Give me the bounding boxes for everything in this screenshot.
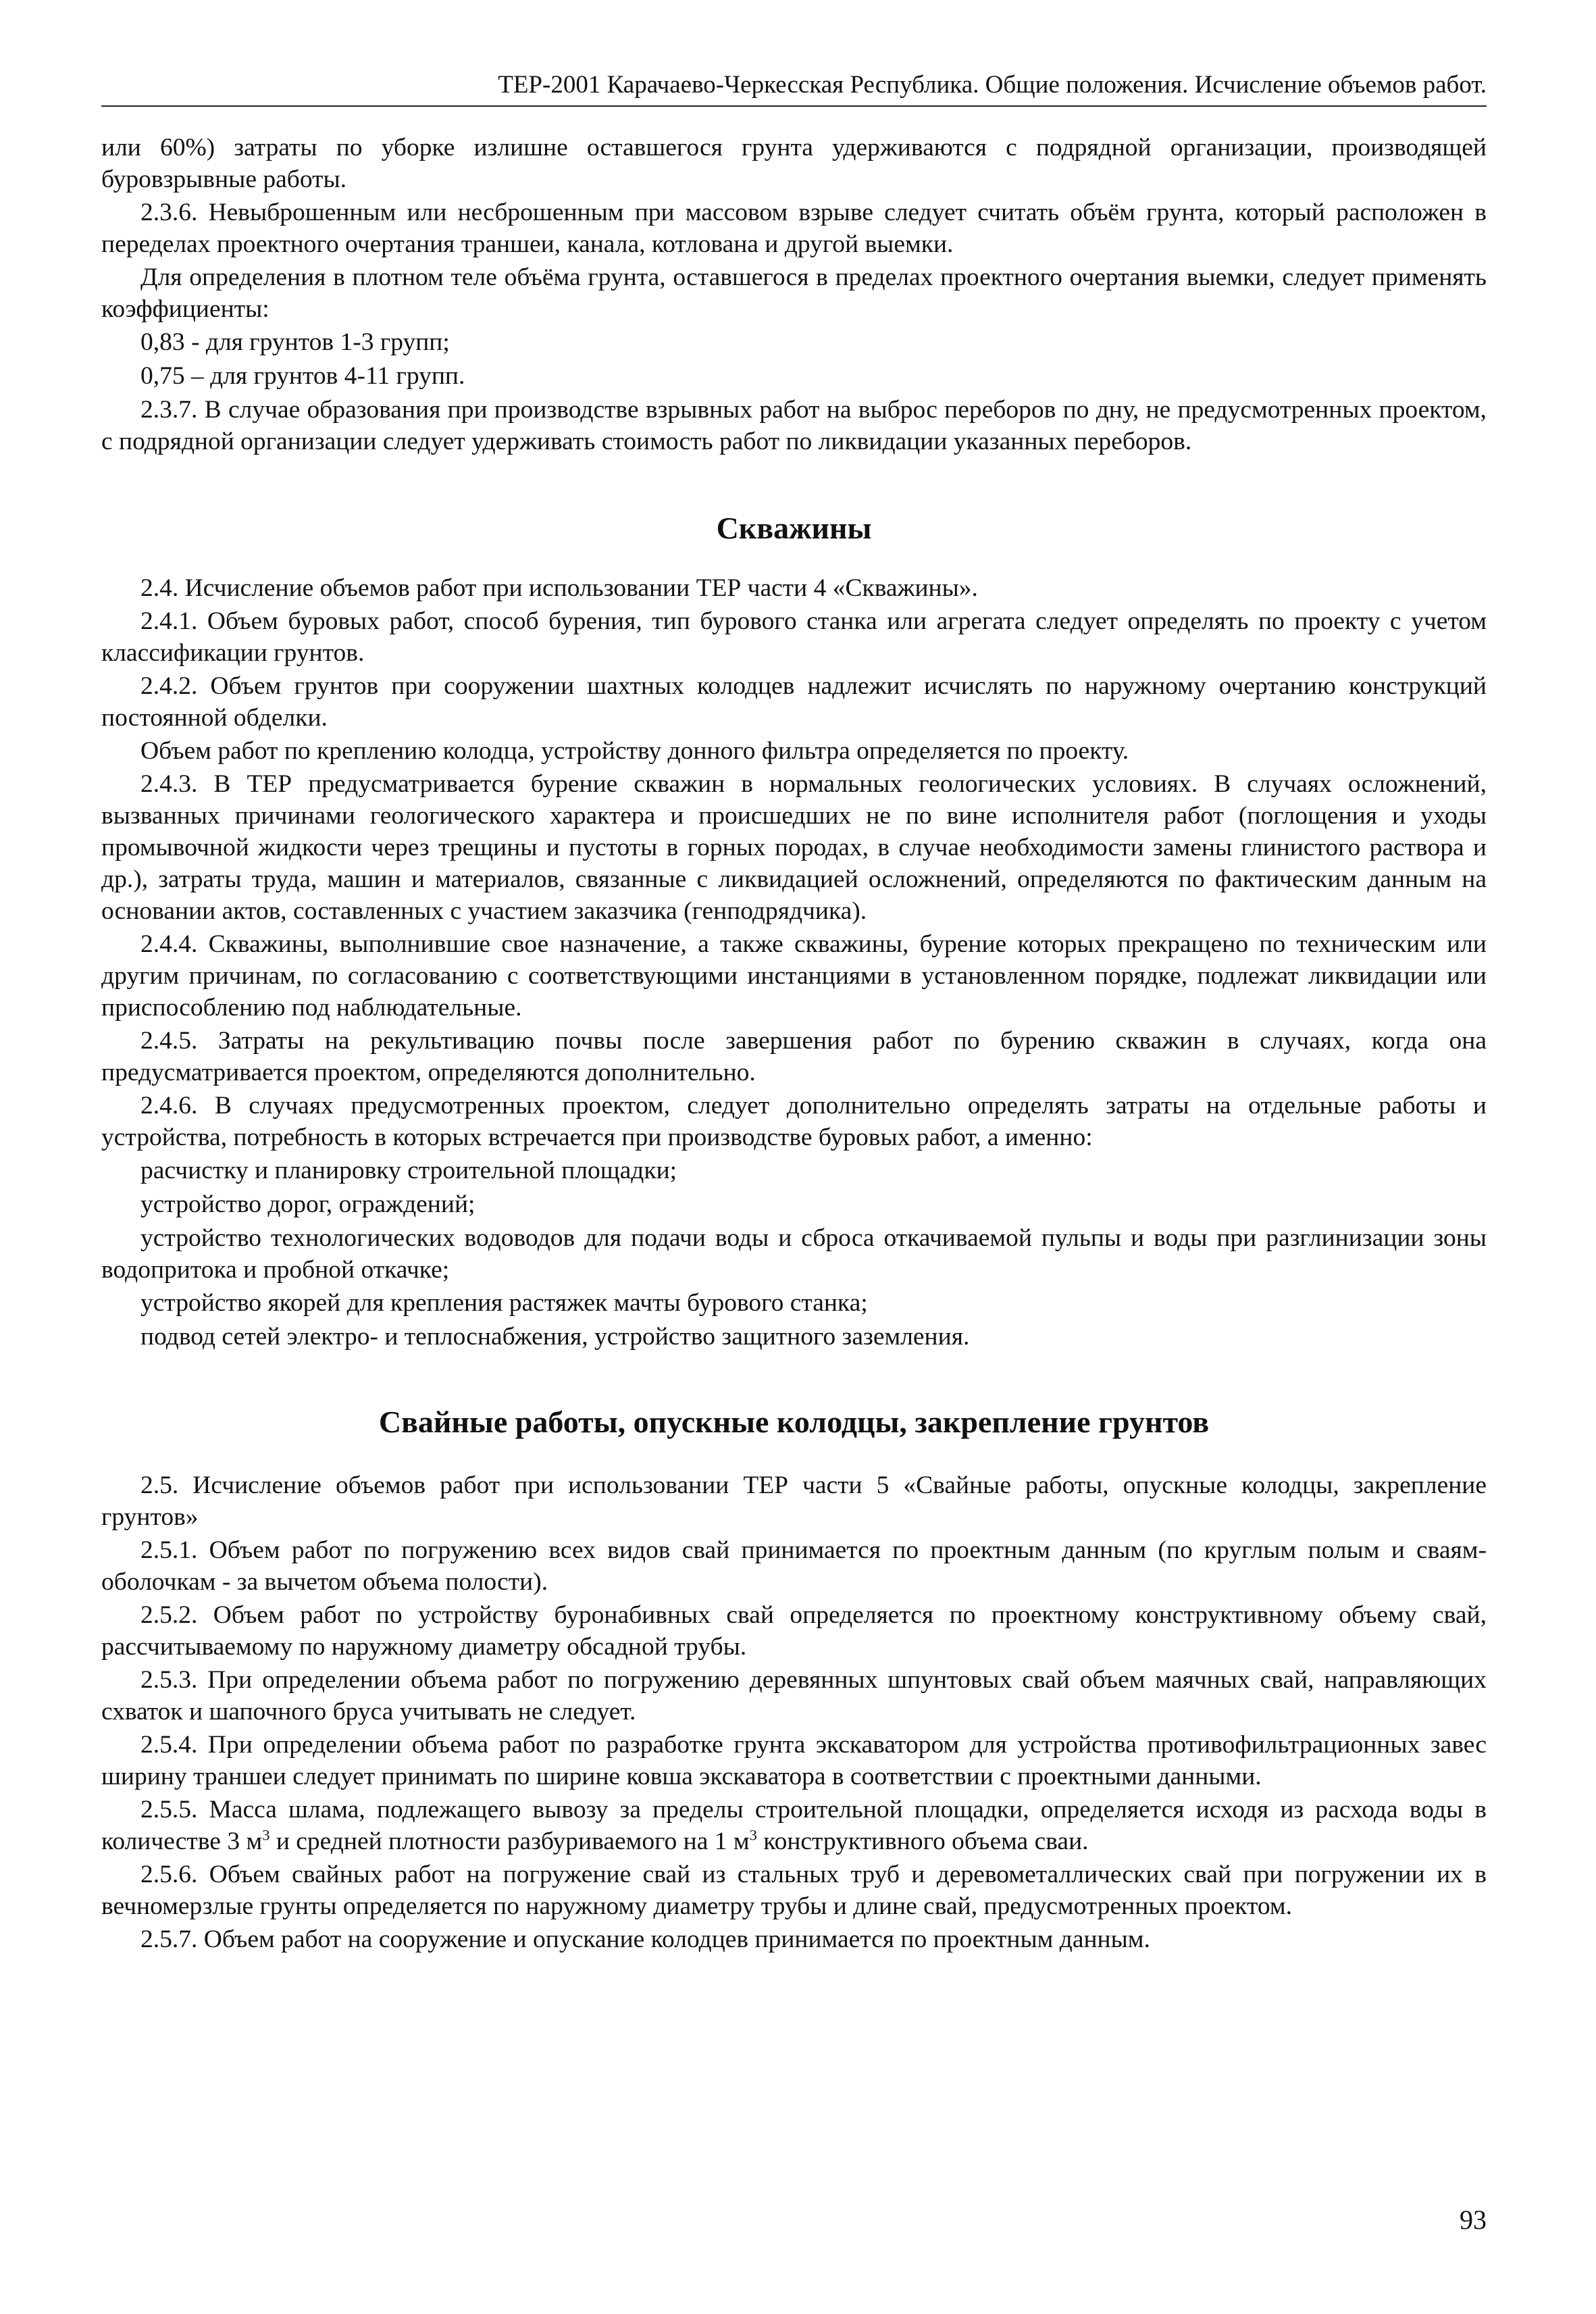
list-item: расчистку и планировку строительной площадки; [140, 1157, 677, 1184]
superscript: 3 [262, 1826, 270, 1844]
paragraph-continuation: или 60%) затраты по уборке излишне оставшегося грунта удерживаются с подрядной организации, производящей буровзрывные работы. [101, 134, 1487, 193]
list-item: устройство технологических водоводов для подачи воды и сброса откачиваемой пульпы и воды при разглинизации зоны водопритока и пробной откачке; [101, 1224, 1487, 1284]
paragraph-coefficients-intro: Для определения в плотном теле объёма грунта, оставшегося в пределах проектного очертания выемки, следует применять коэффициенты: [101, 263, 1487, 323]
paragraph-2-3-7: 2.3.7. В случае образования при производстве взрывных работ на выброс переборов по дну, не предусмотренных проектом, с подрядной организации следует удерживать стоимость работ по ликвидации указанных переборов. [101, 396, 1487, 455]
paragraph-2-5-5 [101, 1794, 1487, 1857]
paragraph-2-4-1: 2.4.1. Объем буровых работ, способ бурения, тип бурового станка или агрегата следует определять по проекту с учетом классификации грунтов. [101, 607, 1487, 667]
page-body [101, 132, 1487, 1957]
text-run: конструктивного объема сваи. [756, 1828, 1089, 1855]
section-heading-piles: Свайные работы, опускные колодцы, закрепление грунтов [378, 1405, 1210, 1439]
paragraph-2-5-1: 2.5.1. Объем работ по погружению всех видов свай принимается по проектным данным (по круглым полым и сваям-оболочкам - за вычетом объема полости). [101, 1536, 1487, 1596]
paragraph-2-4-6: 2.4.6. В случаях предусмотренных проектом, следует дополнительно определять затраты на отдельные работы и устройства, потребность в которых встречается при производстве буровых работ, а именно: [101, 1092, 1487, 1151]
section-heading-wells: Скважины [716, 511, 872, 545]
paragraph-2-4-3: 2.4.3. В ТЕР предусматривается бурение скважин в нормальных геологических условиях. В случаях осложнений, вызванных причинами геологического характера и происшедших не по вине исполнителя работ (поглощения и уходы промывочной жидкости через трещины и пустоты в горных породах, в случае необходимости замены глинистого раствора и др.), затраты труда, машин и материалов, связанные с ликвидацией осложнений, определяются по фактическим данным на основании актов, составленных с участием заказчика (генподрядчика). [101, 770, 1487, 925]
list-item: подвод сетей электро- и теплоснабжения, устройство защитного заземления. [140, 1323, 970, 1351]
text-run: 2.5.5. Масса шлама, подлежащего вывозу за пределы строительной площадки, определяется исходя из расхода воды в количестве 3 м [101, 1796, 1487, 1855]
paragraph-2-5-6: 2.5.6. Объем свайных работ на погружение свай из стальных труб и деревометаллических свай при погружении их в вечномерзлые грунты определяется по наружному диаметру трубы и длине свай, предусмотренных проектом. [101, 1861, 1487, 1920]
paragraph-2-4: 2.4. Исчисление объемов работ при использовании ТЕР части 4 «Скважины». [140, 574, 978, 602]
paragraph-2-5-7: 2.5.7. Объем работ на сооружение и опускание колодцев принимается по проектным данным. [140, 1926, 1150, 1953]
coefficient-line: 0,83 - для грунтов 1-3 групп; [140, 328, 450, 356]
list-item: устройство дорог, ограждений; [140, 1190, 475, 1218]
superscript: 3 [749, 1826, 757, 1844]
paragraph-2-5-4: 2.5.4. При определении объема работ по разработке грунта экскаватором для устройства противофильтрационных завес ширину траншеи следует принимать по ширине ковша экскаватора в соответствии с проектными данными. [101, 1731, 1487, 1790]
paragraph-2-4-2: 2.4.2. Объем грунтов при сооружении шахтных колодцев надлежит исчислять по наружному очертанию конструкций постоянной обделки. [101, 672, 1487, 732]
text-run: и средней плотности разбуриваемого на 1 м [269, 1828, 750, 1855]
paragraph-2-5-2: 2.5.2. Объем работ по устройству буронабивных свай определяется по проектному конструктивному объему свай, рассчитываемому по наружному диаметру обсадной трубы. [101, 1601, 1487, 1661]
paragraph-2-4-2-cont: Объем работ по креплению колодца, устройству донного фильтра определяется по проекту. [140, 737, 1129, 765]
page-number: 93 [1460, 2205, 1487, 2235]
list-item: устройство якорей для крепления растяжек мачты бурового станка; [140, 1289, 868, 1317]
paragraph-2-5-3: 2.5.3. При определении объема работ по погружению деревянных шпунтовых свай объем маячных свай, направляющих схваток и шапочного бруса учитывать не следует. [101, 1666, 1487, 1726]
paragraph-2-4-5: 2.4.5. Затраты на рекультивацию почвы после завершения работ по бурению скважин в случаях, когда она предусматривается проектом, определяются дополнительно. [101, 1027, 1487, 1086]
running-header: ТЕР-2001 Карачаево-Черкесская Республика. Общие положения. Исчисление объемов работ. [101, 70, 1487, 107]
paragraph-2-5: 2.5. Исчисление объемов работ при использовании ТЕР части 5 «Свайные работы, опускные колодцы, закрепление грунтов» [101, 1472, 1487, 1531]
paragraph-2-3-6: 2.3.6. Невыброшенным или несброшенным при массовом взрыве следует считать объём грунта, который расположен в переделах проектного очертания траншеи, канала, котлована и другой выемки. [101, 199, 1487, 258]
coefficient-line: 0,75 – для грунтов 4-11 групп. [140, 362, 465, 390]
paragraph-2-4-4: 2.4.4. Скважины, выполнившие свое назначение, а также скважины, бурение которых прекращено по техническим или другим причинам, по согласованию с соответствующими инстанциями в установленном порядке, подлежат ликвидации или приспособлению под наблюдательные. [101, 930, 1487, 1022]
